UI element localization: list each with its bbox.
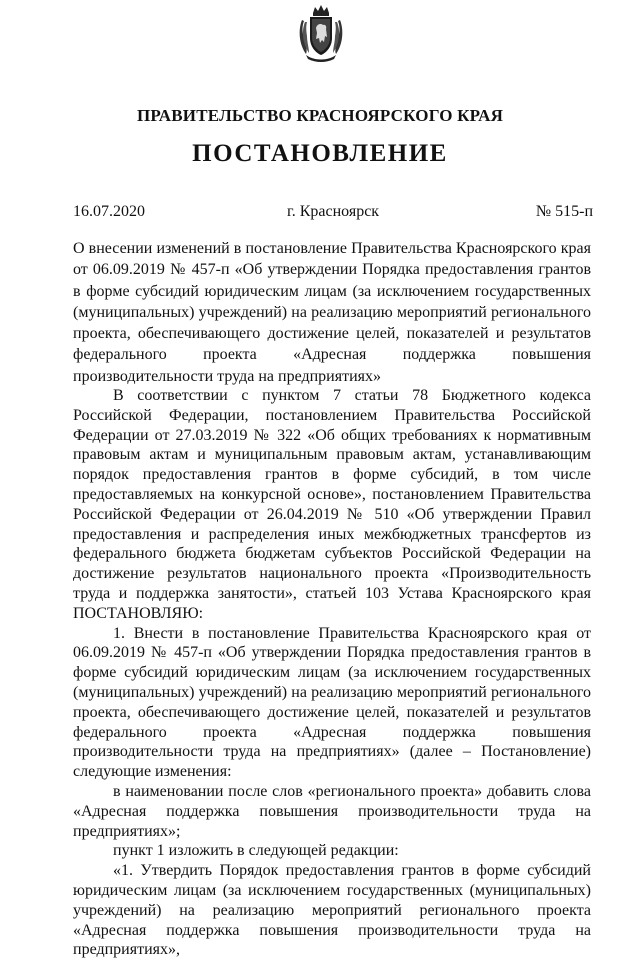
paragraph-title-change: в наименовании после слов «регионального проекта» добавить слова «Адресная поддержка повышения производительности труда на предприятиях»; xyxy=(73,782,591,840)
document-city: г. Красноярск xyxy=(286,203,380,220)
krasnoyarsk-coat-of-arms-icon xyxy=(296,4,346,64)
paragraph-point-1-new-text: «1. Утвердить Порядок предоставления грантов в форме субсидий юридическим лицам (за исключением государственных (муниципальных) учреждений) на реализацию мероприятий регионального проекта «Адресная поддержка повышения производительности труда на предприятиях», xyxy=(73,862,591,959)
document-type-title: ПОСТАНОВЛЕНИЕ xyxy=(192,140,448,167)
document-body xyxy=(73,386,591,960)
government-title: ПРАВИТЕЛЬСТВО КРАСНОЯРСКОГО КРАЯ xyxy=(136,106,504,125)
document-number: № 515-п xyxy=(535,203,593,220)
document-subject: О внесении изменений в постановление Правительства Красноярского края от 06.09.2019 № 457-п «Об утверждении Порядка предоставления грантов в форме субсидий юридическим лицам (за исключением государственных (муниципальных) учреждений) на реализацию мероприятий регионального проекта, обеспечивающего достижение целей, показателей и результатов федерального проекта «Адресная поддержка повышения производительности труда на предприятиях» xyxy=(73,240,591,385)
document-date: 16.07.2020 xyxy=(73,203,145,220)
paragraph-point-1-intro: пункт 1 изложить в следующей редакции: xyxy=(113,842,399,860)
document-meta-row xyxy=(73,203,593,223)
paragraph-preamble: В соответствии с пунктом 7 статьи 78 Бюджетного кодекса Российской Федерации, постановлением Правительства Российской Федерации от 27.03.2019 № 322 «Об общих требованиях к нормативным правовым актам и муниципальным правовым актам, устанавливающим порядок предоставления грантов в форме субсидий, в том числе предоставляемых на конкурсной основе», постановлением Правительства Российской Федерации от 26.04.2019 № 510 «Об утверждении Правил предоставления и распределения иных межбюджетных трансфертов из федерального бюджета бюджетам субъектов Российской Федерации на достижение результатов национального проекта «Производительность труда и поддержка занятости», статьей 103 Устава Красноярского края ПОСТАНОВЛЯЮ: xyxy=(73,387,591,622)
paragraph-item-1: 1. Внести в постановление Правительства Красноярского края от 06.09.2019 № 457-п «Об утверждении Порядка предоставления грантов в форме субсидий юридическим лицам (за исключением государственных (муниципальных) учреждений) на реализацию мероприятий регионального проекта, обеспечивающего достижение целей, показателей и результатов федерального проекта «Адресная поддержка повышения производительности труда на предприятиях» (далее – Постановление) следующие изменения: xyxy=(73,624,591,781)
